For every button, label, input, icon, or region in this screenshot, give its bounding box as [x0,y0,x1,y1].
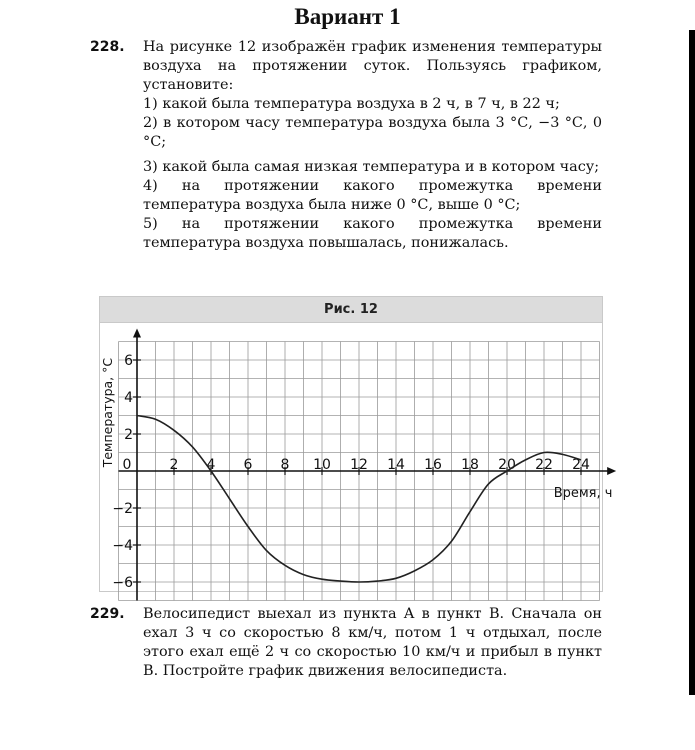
x-tick-label: 18 [461,457,479,473]
task-item-1: 1) какой была температура воздуха в 2 ч, в 7 ч, в 22 ч; [143,96,560,112]
task-item-3: 3) какой была самая низкая температура и в котором часу; [143,159,600,175]
y-tick-label: −2 [112,501,133,517]
page-title: Вариант 1 [294,4,401,29]
x-tick-label: 14 [387,457,405,473]
x-tick-label: 20 [498,457,516,473]
task-number: 229. [90,606,125,622]
x-axis-label: Время, ч [553,486,613,501]
y-tick-label: 6 [124,353,133,369]
y-axis-label: Температура, °С [100,357,115,468]
temperature-chart [100,323,613,591]
x-tick-label: 2 [169,457,179,473]
x-tick-label: 10 [313,457,331,473]
x-tick-label: 4 [206,457,216,473]
task-229 [90,605,602,681]
y-tick-label: −4 [112,538,133,554]
y-axis-arrow [133,329,141,338]
task-228 [90,38,602,253]
task-intro: На рисунке 12 изображён график изменения температуры воздуха на протяжении суток. Пользуясь графиком, установите: [143,39,602,93]
task-item-4: 4) на протяжении какого промежутка времени температура воздуха была ниже 0 °С, выше 0 °С; [143,178,602,213]
task-item-5: 5) на протяжении какого промежутка времени температура воздуха повышалась, понижалась. [143,216,602,251]
x-axis-arrow [607,467,616,475]
y-tick-label: −6 [112,575,133,591]
task-text: Велосипедист выехал из пункта A в пункт B. Сначала он ехал 3 ч со скоростью 8 км/ч, потом 1 ч отдыхал, после этого ехал ещё 2 ч со скоростью 10 км/ч и прибыл в пункт B. Постройте график движения велосипедиста. [143,606,602,679]
figure-12 [99,296,613,592]
x-tick-label: 12 [350,457,368,473]
page-edge [689,30,695,695]
y-tick-label: 4 [124,390,133,406]
x-tick-label: 16 [424,457,442,473]
x-tick-label: 8 [280,457,290,473]
y-tick-label: 2 [124,427,133,443]
chart-ticks [112,353,590,591]
task-item-2: 2) в котором часу температура воздуха была 3 °С, −3 °С, 0 °С; [143,115,602,150]
x-tick-label: 22 [535,457,553,473]
task-number: 228. [90,39,125,55]
x-tick-label: 24 [572,457,590,473]
x-tick-label: 6 [243,457,253,473]
figure-caption: Рис. 12 [100,297,602,323]
x-tick-label: 0 [122,457,132,473]
